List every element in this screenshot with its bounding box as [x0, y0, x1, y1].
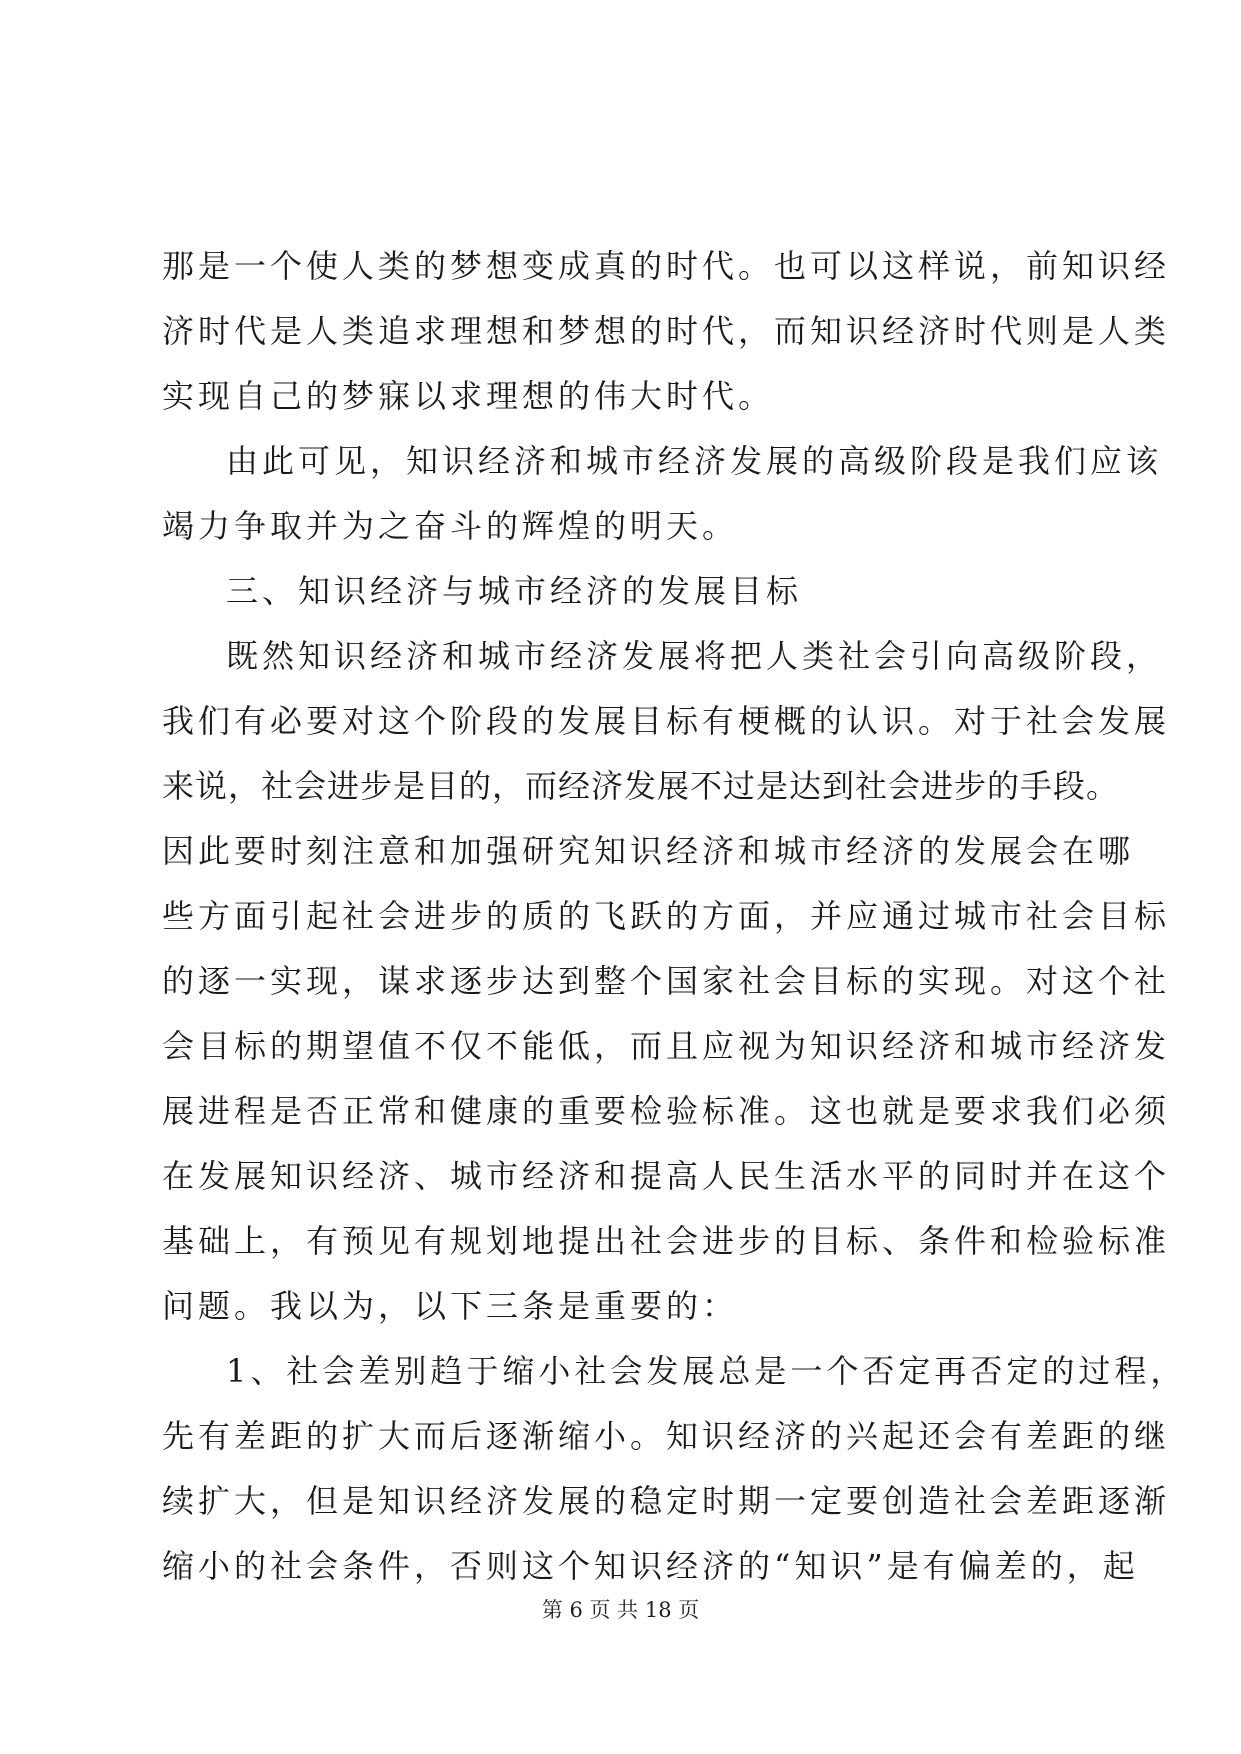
paragraph-start-line: 既然知识经济和城市经济发展将把人类社会引向高级阶段，: [226, 637, 1163, 675]
section-heading: 三、知识经济与城市经济的发展目标: [226, 572, 803, 610]
text-line: 我们有必要对这个阶段的发展目标有梗概的认识。对于社会发展: [162, 702, 1171, 740]
text-line: 问题。我以为，以下三条是重要的：: [162, 1287, 739, 1325]
list-item-line: 1、社会差别趋于缩小社会发展总是一个否定再否定的过程，: [226, 1352, 1187, 1390]
text-line: 基础上，有预见有规划地提出社会进步的目标、条件和检验标准: [162, 1222, 1171, 1260]
text-line: 在发展知识经济、城市经济和提高人民生活水平的同时并在这个: [162, 1157, 1171, 1195]
text-line: 来说，社会进步是目的，而经济发展不过是达到社会进步的手段。: [162, 767, 1120, 805]
page-number-footer: 第 6 页 共 18 页: [541, 1598, 700, 1622]
text-line: 展进程是否正常和健康的重要检验标准。这也就是要求我们必须: [162, 1092, 1171, 1130]
text-line: 续扩大，但是知识经济发展的稳定时期一定要创造社会差距逐渐: [162, 1482, 1171, 1520]
paragraph-start-line: 由此可见，知识经济和城市经济发展的高级阶段是我们应该: [226, 442, 1163, 480]
text-line: 那是一个使人类的梦想变成真的时代。也可以这样说，前知识经: [162, 247, 1171, 285]
text-line: 先有差距的扩大而后逐渐缩小。知识经济的兴起还会有差距的继: [162, 1417, 1171, 1455]
text-line: 济时代是人类追求理想和梦想的时代，而知识经济时代则是人类: [162, 312, 1171, 350]
text-line: 的逐一实现，谋求逐步达到整个国家社会目标的实现。对这个社: [162, 962, 1171, 1000]
text-line: 实现自己的梦寐以求理想的伟大时代。: [162, 377, 775, 415]
text-line: 缩小的社会条件，否则这个知识经济的“知识”是有偏差的，起: [162, 1547, 1139, 1585]
text-line: 些方面引起社会进步的质的飞跃的方面，并应通过城市社会目标: [162, 897, 1171, 935]
document-body: [162, 234, 1187, 1599]
text-line: 竭力争取并为之奋斗的辉煌的明天。: [162, 507, 739, 545]
text-line: 因此要时刻注意和加强研究知识经济和城市经济的发展会在哪: [162, 832, 1135, 870]
text-line: 会目标的期望值不仅不能低，而且应视为知识经济和城市经济发: [162, 1027, 1171, 1065]
